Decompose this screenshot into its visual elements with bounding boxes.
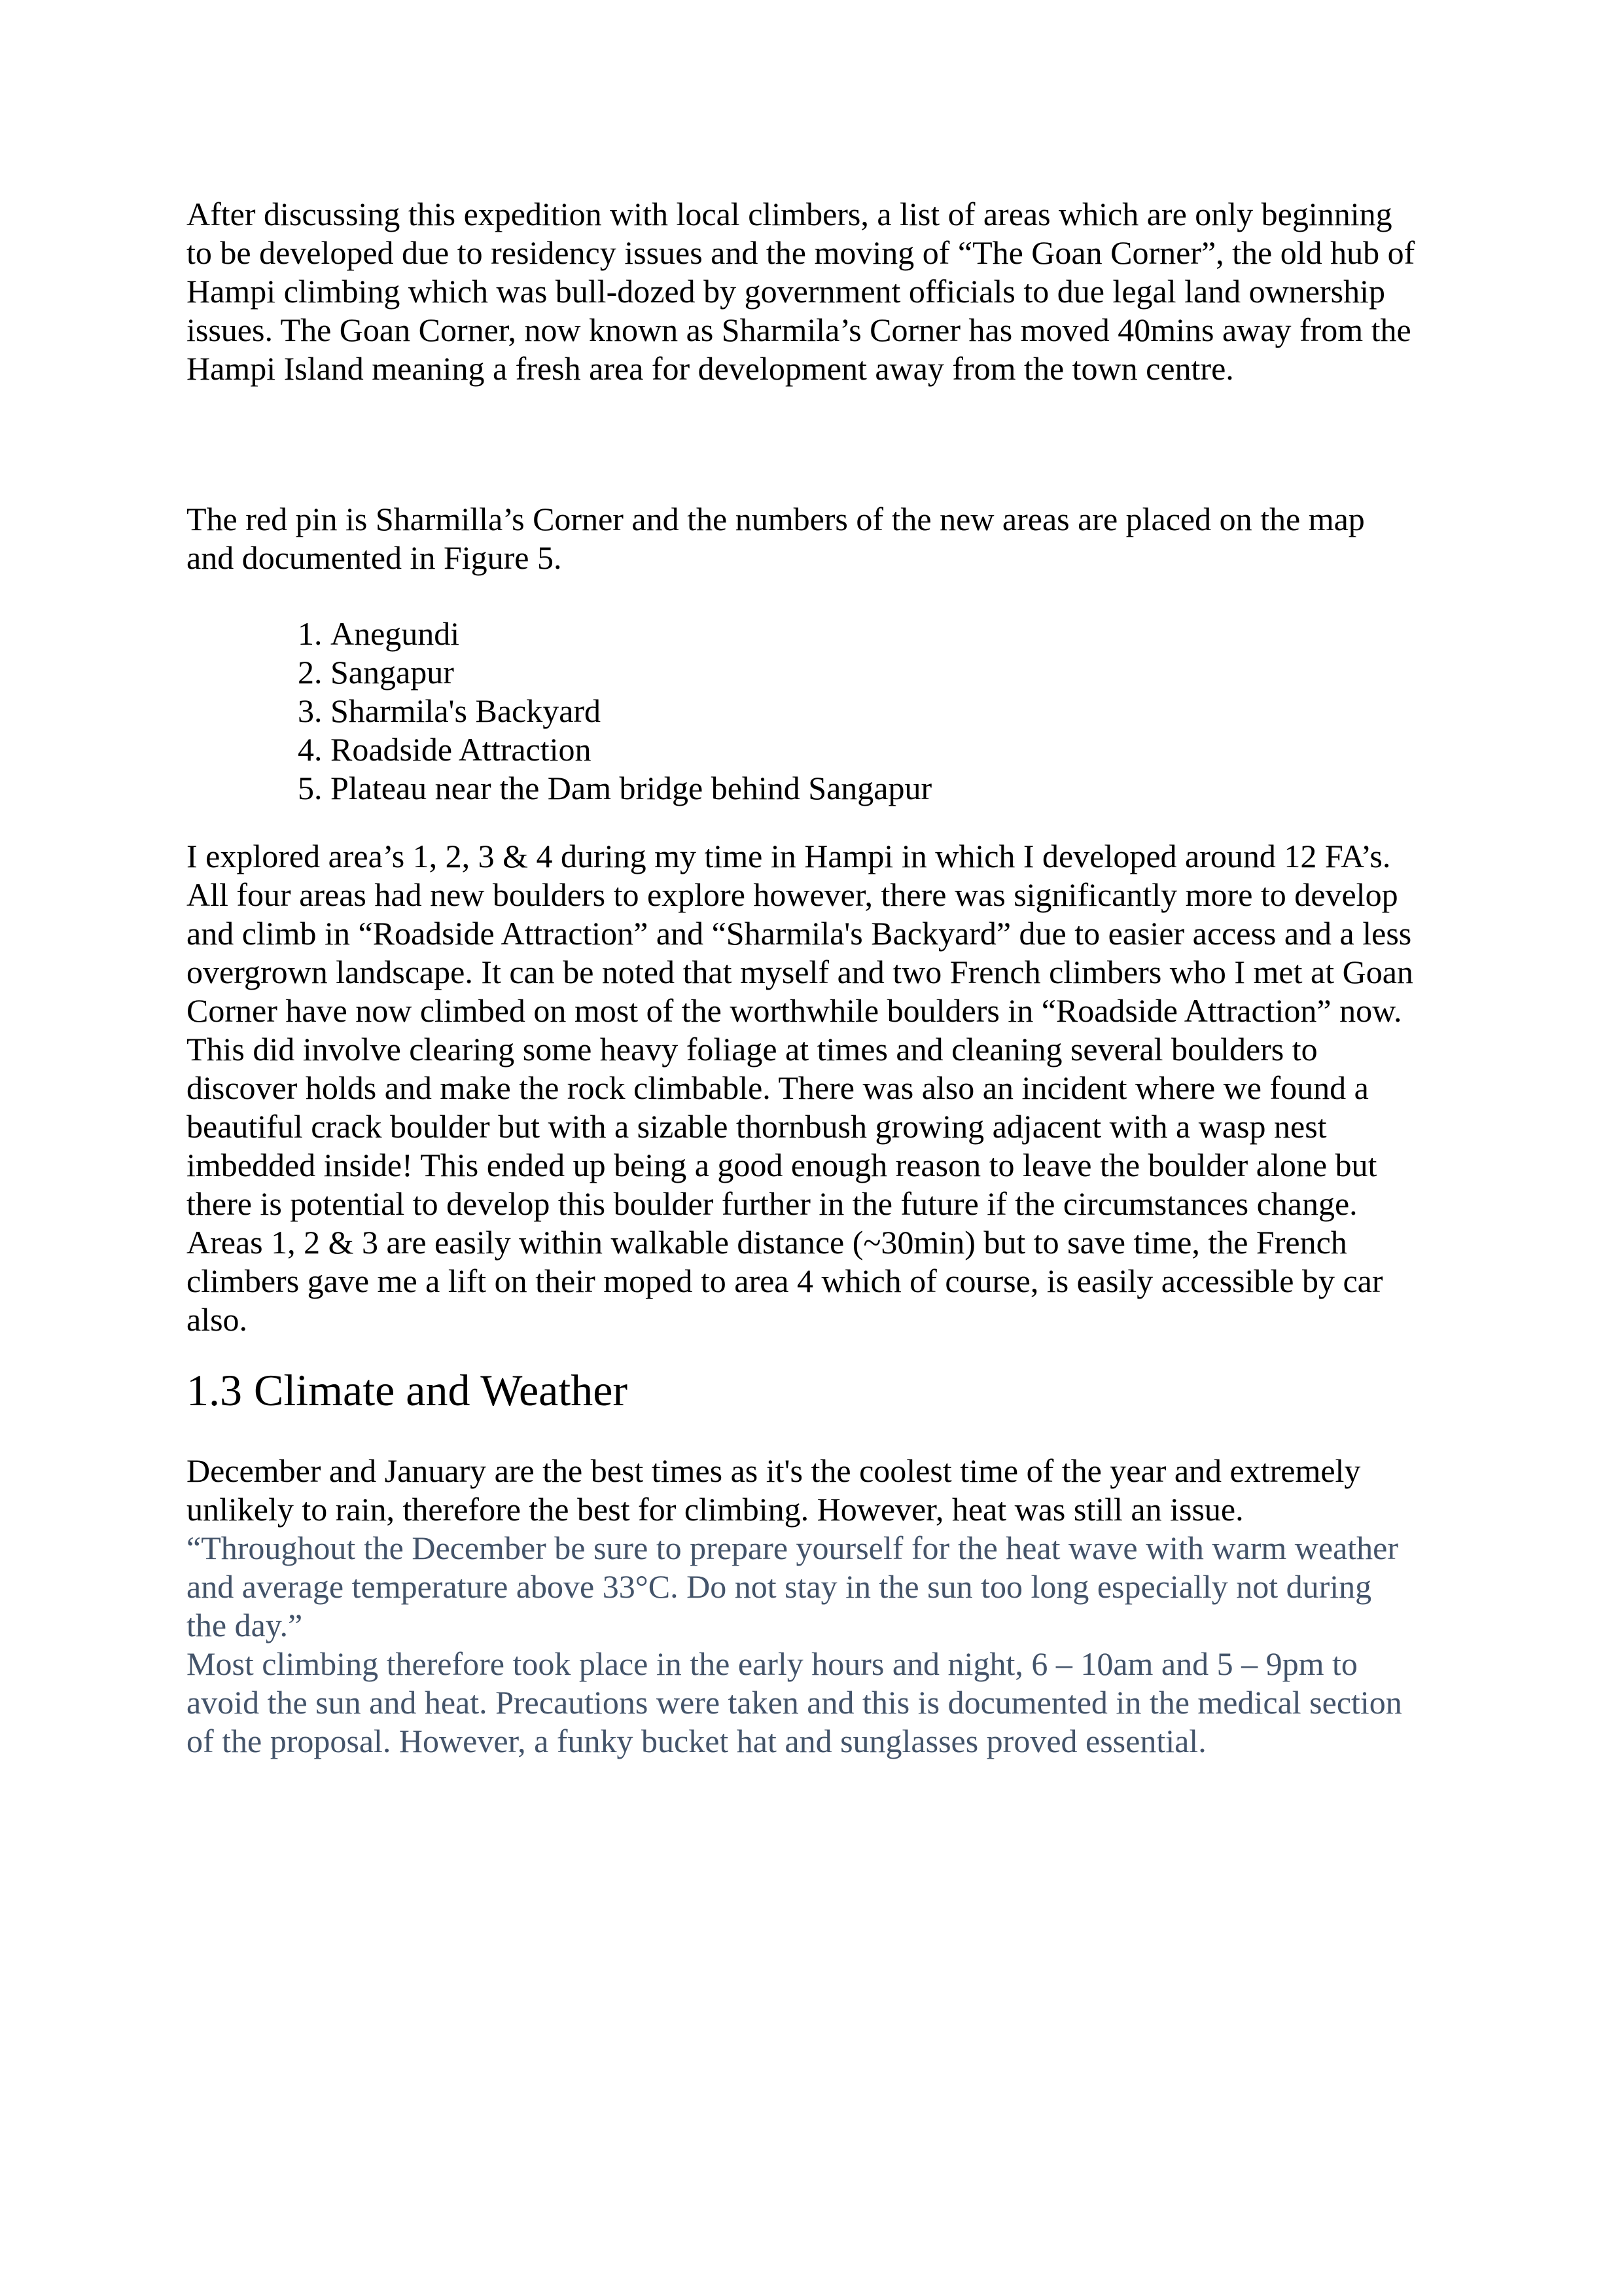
exploration-paragraph <box>186 837 1438 1339</box>
list-item-number: 3. <box>298 692 323 729</box>
text-line: beautiful crack boulder but with a sizable thornbush growing adjacent with a wasp nest <box>186 1108 1327 1145</box>
list-item-number: 4. <box>298 731 323 768</box>
text-line: Hampi climbing which was bull-dozed by government officials to due legal land ownership <box>186 273 1385 310</box>
text-line: and documented in Figure 5. <box>186 539 562 576</box>
text-line: there is potential to develop this boulder further in the future if the circumstances change. <box>186 1185 1358 1222</box>
text-line: of the proposal. However, a funky bucket hat and sunglasses proved essential. <box>186 1723 1207 1759</box>
list-item <box>298 769 1438 808</box>
list-item-number: 1. <box>298 615 323 652</box>
text-line: After discussing this expedition with local climbers, a list of areas which are only beginning <box>186 196 1392 232</box>
intro-paragraph <box>186 195 1438 388</box>
list-item <box>298 653 1438 692</box>
text-line: and climb in “Roadside Attraction” and “Sharmila's Backyard” due to easier access and a less <box>186 915 1412 952</box>
text-line: avoid the sun and heat. Precautions were taken and this is documented in the medical section <box>186 1684 1402 1721</box>
climate-paragraph <box>186 1452 1438 1761</box>
list-item <box>298 730 1438 769</box>
list-item-number: 2. <box>298 654 323 691</box>
list-item-label: Roadside Attraction <box>330 731 591 768</box>
text-line: discover holds and make the rock climbable. There was also an incident where we found a <box>186 1069 1369 1106</box>
text-line: issues. The Goan Corner, now known as Sharmila’s Corner has moved 40mins away from the <box>186 312 1411 348</box>
section-heading-title: Climate and Weather <box>254 1365 628 1415</box>
text-line: All four areas had new boulders to explore however, there was significantly more to develop <box>186 876 1398 913</box>
text-line: The red pin is Sharmilla’s Corner and the numbers of the new areas are placed on the map <box>186 501 1365 537</box>
text-line: “Throughout the December be sure to prepare yourself for the heat wave with warm weather <box>186 1530 1399 1566</box>
text-line: Hampi Island meaning a fresh area for development away from the town centre. <box>186 350 1234 387</box>
text-line: December and January are the best times as it's the coolest time of the year and extremely <box>186 1452 1361 1489</box>
text-line: also. <box>186 1301 248 1338</box>
text-line: the day.” <box>186 1607 303 1643</box>
text-line: Areas 1, 2 & 3 are easily within walkable distance (~30min) but to save time, the French <box>186 1224 1347 1261</box>
list-item-label: Plateau near the Dam bridge behind Sangapur <box>330 770 932 806</box>
text-line: imbedded inside! This ended up being a good enough reason to leave the boulder alone but <box>186 1147 1377 1183</box>
text-line: and average temperature above 33°C. Do not stay in the sun too long especially not during <box>186 1568 1372 1605</box>
text-line: overgrown landscape. It can be noted that myself and two French climbers who I met at Goan <box>186 954 1413 990</box>
text-line: unlikely to rain, therefore the best for climbing. However, heat was still an issue. <box>186 1491 1244 1528</box>
text-line: Corner have now climbed on most of the worthwhile boulders in “Roadside Attraction” now. <box>186 992 1402 1029</box>
list-item-number: 5. <box>298 770 323 806</box>
section-heading <box>186 1365 1438 1416</box>
text-line: I explored area’s 1, 2, 3 & 4 during my time in Hampi in which I developed around 12 FA’s. <box>186 838 1391 874</box>
list-item-label: Sangapur <box>330 654 454 691</box>
text-line: climbers gave me a lift on their moped to area 4 which of course, is easily accessible by car <box>186 1263 1383 1299</box>
list-item-label: Sharmila's Backyard <box>330 692 601 729</box>
list-item-label: Anegundi <box>330 615 460 652</box>
text-line: This did involve clearing some heavy foliage at times and cleaning several boulders to <box>186 1031 1318 1067</box>
section-heading-number: 1.3 <box>186 1365 242 1415</box>
text-line: Most climbing therefore took place in the early hours and night, 6 – 10am and 5 – 9pm to <box>186 1645 1358 1682</box>
list-item <box>298 692 1438 730</box>
list-item <box>298 615 1438 653</box>
areas-numbered-list <box>186 615 1438 808</box>
text-line: to be developed due to residency issues and the moving of “The Goan Corner”, the old hub of <box>186 234 1415 271</box>
map-reference-paragraph <box>186 500 1438 577</box>
